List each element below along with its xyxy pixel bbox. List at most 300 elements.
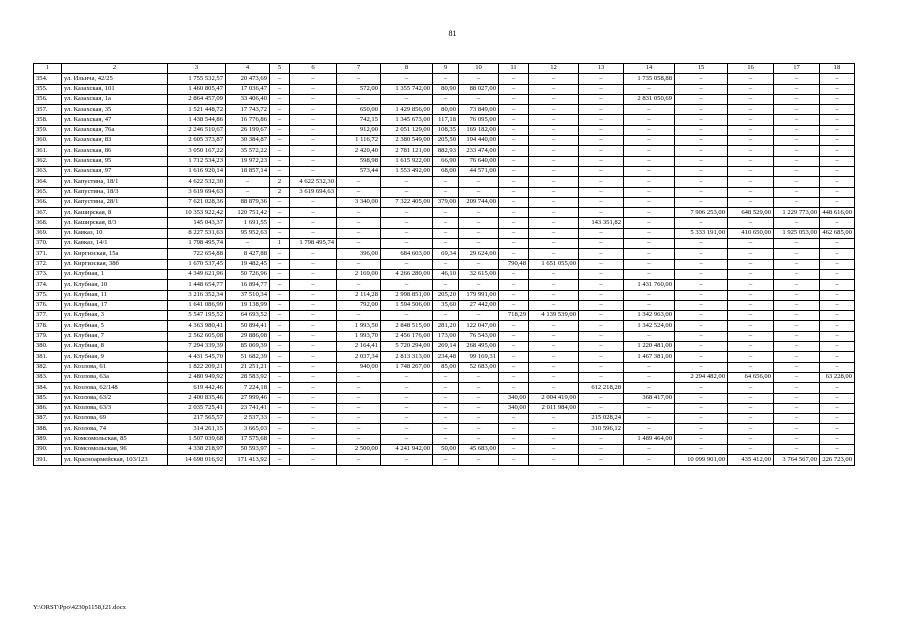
col-12-cell: –: [529, 434, 579, 444]
table-row: [34, 74, 855, 84]
total-cell: 1 460 805,47: [168, 84, 226, 94]
col-13-cell: –: [579, 228, 624, 238]
total-cell: 3 216 352,34: [168, 290, 226, 300]
col-8-cell: 1 553 492,00: [381, 166, 433, 176]
col-14-cell: –: [624, 290, 675, 300]
col-6-cell: –: [290, 259, 337, 269]
col-8-cell: 684 603,00: [381, 249, 433, 259]
col-17-cell: –: [774, 259, 820, 269]
col-8-cell: 7 322 405,00: [381, 197, 433, 207]
row-number-cell: 375.: [34, 290, 62, 300]
col-10-cell: –: [459, 177, 499, 187]
col-8-cell: –: [381, 383, 433, 393]
col-13-cell: –: [579, 372, 624, 382]
col-15-cell: –: [675, 136, 728, 146]
col-15-cell: 5 333 191,00: [675, 228, 728, 238]
col-4-cell: 88 879,36: [226, 197, 270, 207]
col-11-cell: –: [499, 84, 529, 94]
col-12-cell: –: [529, 125, 579, 135]
col-5-cell: –: [270, 280, 290, 290]
col-6-cell: –: [290, 331, 337, 341]
table-row: [34, 342, 855, 352]
col-13-cell: –: [579, 321, 624, 331]
col-11-cell: –: [499, 218, 529, 228]
table-row: [34, 166, 855, 176]
col-14-cell: –: [624, 218, 675, 228]
address-cell: ул. Казахская, 35: [62, 105, 168, 115]
col-9-cell: –: [433, 94, 459, 104]
col-11-cell: –: [499, 177, 529, 187]
col-17-cell: –: [774, 197, 820, 207]
col-6-cell: 4 622 532,30: [290, 177, 337, 187]
table-row: [34, 311, 855, 321]
col-14-cell: 2 831 050,69: [624, 94, 675, 104]
col-13-cell: –: [579, 455, 624, 465]
col-16-cell: –: [728, 434, 774, 444]
col-17-cell: –: [774, 290, 820, 300]
row-number-cell: 387.: [34, 414, 62, 424]
col-5-cell: –: [270, 115, 290, 125]
page-number: 81: [448, 29, 457, 38]
table-row: [34, 280, 855, 290]
col-6-cell: –: [290, 403, 337, 413]
col-9-cell: 882,93: [433, 146, 459, 156]
column-number-cell: 2: [62, 64, 168, 74]
col-10-cell: 29 624,00: [459, 249, 499, 259]
total-cell: 10 353 922,42: [168, 208, 226, 218]
col-11-cell: –: [499, 300, 529, 310]
col-5-cell: –: [270, 434, 290, 444]
col-11-cell: 340,00: [499, 393, 529, 403]
col-8-cell: 2 781 121,00: [381, 146, 433, 156]
col-18-cell: –: [820, 414, 855, 424]
col-9-cell: 234,48: [433, 352, 459, 362]
address-cell: ул. Кавказ, 14/1: [62, 239, 168, 249]
col-17-cell: –: [774, 383, 820, 393]
col-17-cell: –: [774, 424, 820, 434]
total-cell: 2 035 725,41: [168, 403, 226, 413]
col-15-cell: –: [675, 259, 728, 269]
col-14-cell: –: [624, 84, 675, 94]
col-16-cell: –: [728, 115, 774, 125]
col-13-cell: –: [579, 444, 624, 454]
col-15-cell: –: [675, 74, 728, 84]
col-10-cell: –: [459, 414, 499, 424]
col-17-cell: –: [774, 84, 820, 94]
col-11-cell: –: [499, 342, 529, 352]
col-7-cell: 2 164,41: [337, 342, 381, 352]
col-13-cell: –: [579, 249, 624, 259]
col-12-cell: 2 011 984,00: [529, 403, 579, 413]
col-11-cell: –: [499, 208, 529, 218]
col-5-cell: 1: [270, 239, 290, 249]
col-12-cell: –: [529, 414, 579, 424]
col-12-cell: –: [529, 74, 579, 84]
row-number-cell: 367.: [34, 208, 62, 218]
col-14-cell: –: [624, 228, 675, 238]
col-14-cell: –: [624, 259, 675, 269]
col-14-cell: –: [624, 414, 675, 424]
col-15-cell: –: [675, 156, 728, 166]
total-cell: 2 562 605,08: [168, 331, 226, 341]
col-4-cell: 37 510,34: [226, 290, 270, 300]
col-4-cell: 120 751,42: [226, 208, 270, 218]
col-13-cell: –: [579, 352, 624, 362]
address-cell: ул. Ильича, 42/25: [62, 74, 168, 84]
col-17-cell: –: [774, 434, 820, 444]
col-15-cell: –: [675, 352, 728, 362]
col-11-cell: –: [499, 280, 529, 290]
column-number-cell: 5: [270, 64, 290, 74]
col-13-cell: –: [579, 74, 624, 84]
address-cell: ул. Каширская, 8/3: [62, 218, 168, 228]
total-cell: 217 565,57: [168, 414, 226, 424]
col-13-cell: –: [579, 259, 624, 269]
col-12-cell: –: [529, 300, 579, 310]
col-9-cell: –: [433, 414, 459, 424]
col-10-cell: –: [459, 372, 499, 382]
col-10-cell: –: [459, 424, 499, 434]
table-row: [34, 197, 855, 207]
address-cell: ул. Козлова, 63а: [62, 372, 168, 382]
col-10-cell: 268 495,00: [459, 342, 499, 352]
col-8-cell: –: [381, 259, 433, 269]
col-14-cell: –: [624, 197, 675, 207]
col-10-cell: –: [459, 403, 499, 413]
col-8-cell: 2 051 129,00: [381, 125, 433, 135]
col-8-cell: 1 355 742,00: [381, 84, 433, 94]
col-13-cell: 143 351,82: [579, 218, 624, 228]
row-number-cell: 388.: [34, 424, 62, 434]
address-cell: ул. Казахская, 97: [62, 166, 168, 176]
col-7-cell: –: [337, 414, 381, 424]
col-17-cell: –: [774, 444, 820, 454]
col-16-cell: –: [728, 424, 774, 434]
total-cell: 7 294 339,39: [168, 342, 226, 352]
table-row: [34, 177, 855, 187]
col-12-cell: –: [529, 218, 579, 228]
column-number-cell: 8: [381, 64, 433, 74]
col-13-cell: –: [579, 177, 624, 187]
col-15-cell: –: [675, 146, 728, 156]
col-15-cell: 7 906 253,00: [675, 208, 728, 218]
table-row: [34, 362, 855, 372]
col-11-cell: –: [499, 228, 529, 238]
col-6-cell: –: [290, 136, 337, 146]
col-11-cell: –: [499, 424, 529, 434]
col-17-cell: –: [774, 218, 820, 228]
col-7-cell: 742,15: [337, 115, 381, 125]
col-6-cell: –: [290, 197, 337, 207]
col-9-cell: –: [433, 187, 459, 197]
col-11-cell: –: [499, 352, 529, 362]
col-12-cell: –: [529, 280, 579, 290]
col-12-cell: –: [529, 239, 579, 249]
col-11-cell: –: [499, 414, 529, 424]
col-13-cell: –: [579, 197, 624, 207]
col-13-cell: –: [579, 115, 624, 125]
col-5-cell: –: [270, 156, 290, 166]
col-13-cell: 310 596,12: [579, 424, 624, 434]
col-17-cell: –: [774, 300, 820, 310]
col-9-cell: –: [433, 434, 459, 444]
col-4-cell: 30 384,87: [226, 136, 270, 146]
col-5-cell: –: [270, 403, 290, 413]
col-9-cell: 50,00: [433, 444, 459, 454]
col-11-cell: 340,00: [499, 403, 529, 413]
col-10-cell: 44 571,00: [459, 166, 499, 176]
col-7-cell: –: [337, 239, 381, 249]
col-13-cell: –: [579, 403, 624, 413]
col-17-cell: –: [774, 393, 820, 403]
col-9-cell: –: [433, 259, 459, 269]
col-18-cell: –: [820, 321, 855, 331]
col-14-cell: 1 489 464,00: [624, 434, 675, 444]
row-number-cell: 378.: [34, 321, 62, 331]
col-16-cell: –: [728, 249, 774, 259]
table-row: [34, 393, 855, 403]
row-number-cell: 369.: [34, 228, 62, 238]
col-12-cell: –: [529, 156, 579, 166]
col-18-cell: –: [820, 434, 855, 444]
col-5-cell: –: [270, 84, 290, 94]
col-14-cell: –: [624, 156, 675, 166]
address-cell: ул. Клубная, 8: [62, 342, 168, 352]
col-4-cell: –: [226, 239, 270, 249]
col-5-cell: –: [270, 331, 290, 341]
col-15-cell: –: [675, 331, 728, 341]
col-11-cell: –: [499, 94, 529, 104]
col-13-cell: –: [579, 239, 624, 249]
col-6-cell: –: [290, 455, 337, 465]
col-18-cell: –: [820, 259, 855, 269]
col-8-cell: 4 241 942,00: [381, 444, 433, 454]
col-10-cell: 76 640,00: [459, 156, 499, 166]
col-12-cell: –: [529, 84, 579, 94]
col-7-cell: 573,44: [337, 166, 381, 176]
column-number-cell: 1: [34, 64, 62, 74]
col-6-cell: –: [290, 84, 337, 94]
table-row: [34, 146, 855, 156]
row-number-cell: 390.: [34, 444, 62, 454]
col-13-cell: –: [579, 331, 624, 341]
col-5-cell: –: [270, 105, 290, 115]
col-9-cell: –: [433, 393, 459, 403]
col-17-cell: –: [774, 177, 820, 187]
col-7-cell: –: [337, 74, 381, 84]
table-row: [34, 105, 855, 115]
col-7-cell: 3 340,00: [337, 197, 381, 207]
col-5-cell: –: [270, 342, 290, 352]
col-18-cell: –: [820, 218, 855, 228]
address-cell: ул. Клубная, 7: [62, 331, 168, 341]
col-17-cell: –: [774, 403, 820, 413]
file-path-footer: Y:\ORST\Ppo\4230p1158,f21.docx: [33, 604, 126, 611]
col-6-cell: –: [290, 94, 337, 104]
col-16-cell: –: [728, 342, 774, 352]
total-cell: 1 822 209,21: [168, 362, 226, 372]
table-row: [34, 444, 855, 454]
column-number-cell: 13: [579, 64, 624, 74]
row-number-cell: 381.: [34, 352, 62, 362]
col-11-cell: –: [499, 434, 529, 444]
col-16-cell: –: [728, 321, 774, 331]
col-8-cell: 2 813 313,00: [381, 352, 433, 362]
column-number-cell: 6: [290, 64, 337, 74]
col-5-cell: –: [270, 136, 290, 146]
col-11-cell: –: [499, 290, 529, 300]
col-5-cell: 2: [270, 177, 290, 187]
col-6-cell: –: [290, 249, 337, 259]
col-17-cell: –: [774, 352, 820, 362]
col-5-cell: –: [270, 166, 290, 176]
col-6-cell: –: [290, 383, 337, 393]
col-16-cell: –: [728, 393, 774, 403]
col-17-cell: –: [774, 105, 820, 115]
col-4-cell: 28 583,92: [226, 372, 270, 382]
col-13-cell: –: [579, 434, 624, 444]
address-cell: ул. Кавказ, 10: [62, 228, 168, 238]
col-18-cell: –: [820, 383, 855, 393]
col-12-cell: 2 004 419,00: [529, 393, 579, 403]
address-cell: ул. Клубная, 11: [62, 290, 168, 300]
col-16-cell: –: [728, 280, 774, 290]
row-number-cell: 376.: [34, 300, 62, 310]
address-cell: ул. Козлова, 63/2: [62, 393, 168, 403]
col-14-cell: –: [624, 146, 675, 156]
row-number-cell: 355.: [34, 84, 62, 94]
col-8-cell: 1 345 673,00: [381, 115, 433, 125]
table-row: [34, 208, 855, 218]
col-5-cell: –: [270, 393, 290, 403]
row-number-cell: 372.: [34, 259, 62, 269]
col-7-cell: 2 037,34: [337, 352, 381, 362]
col-4-cell: 50 726,96: [226, 269, 270, 279]
row-number-cell: 359.: [34, 125, 62, 135]
col-7-cell: –: [337, 228, 381, 238]
col-5-cell: –: [270, 74, 290, 84]
col-12-cell: –: [529, 444, 579, 454]
col-18-cell: –: [820, 239, 855, 249]
col-17-cell: –: [774, 125, 820, 135]
col-14-cell: –: [624, 403, 675, 413]
col-14-cell: –: [624, 362, 675, 372]
col-12-cell: –: [529, 290, 579, 300]
col-12-cell: –: [529, 249, 579, 259]
col-11-cell: –: [499, 269, 529, 279]
col-5-cell: –: [270, 352, 290, 362]
col-15-cell: –: [675, 269, 728, 279]
col-11-cell: –: [499, 187, 529, 197]
col-15-cell: –: [675, 414, 728, 424]
col-7-cell: –: [337, 208, 381, 218]
col-4-cell: 3 665,03: [226, 424, 270, 434]
col-17-cell: –: [774, 146, 820, 156]
col-8-cell: 5 720 294,00: [381, 342, 433, 352]
col-11-cell: –: [499, 362, 529, 372]
col-7-cell: 396,00: [337, 249, 381, 259]
total-cell: 1 448 654,77: [168, 280, 226, 290]
col-7-cell: 1 993,70: [337, 331, 381, 341]
col-11-cell: –: [499, 197, 529, 207]
address-cell: ул. Клубная, 3: [62, 311, 168, 321]
table-body: [34, 64, 855, 466]
row-number-cell: 370.: [34, 239, 62, 249]
col-12-cell: –: [529, 383, 579, 393]
address-cell: ул. Клубная, 17: [62, 300, 168, 310]
col-7-cell: –: [337, 187, 381, 197]
col-13-cell: –: [579, 300, 624, 310]
col-5-cell: –: [270, 424, 290, 434]
col-14-cell: –: [624, 166, 675, 176]
col-5-cell: –: [270, 228, 290, 238]
table-row: [34, 290, 855, 300]
col-10-cell: 45 683,00: [459, 444, 499, 454]
col-9-cell: 205,20: [433, 290, 459, 300]
total-cell: 4 622 532,30: [168, 177, 226, 187]
col-9-cell: 205,50: [433, 136, 459, 146]
col-12-cell: –: [529, 372, 579, 382]
col-14-cell: –: [624, 249, 675, 259]
col-8-cell: 2 848 515,00: [381, 321, 433, 331]
col-8-cell: –: [381, 74, 433, 84]
col-14-cell: –: [624, 115, 675, 125]
col-17-cell: –: [774, 331, 820, 341]
total-cell: 314 261,15: [168, 424, 226, 434]
col-17-cell: –: [774, 136, 820, 146]
col-17-cell: –: [774, 280, 820, 290]
col-7-cell: –: [337, 218, 381, 228]
col-17-cell: –: [774, 115, 820, 125]
col-12-cell: –: [529, 321, 579, 331]
column-number-cell: 9: [433, 64, 459, 74]
table-row: [34, 239, 855, 249]
col-15-cell: –: [675, 434, 728, 444]
col-18-cell: –: [820, 166, 855, 176]
col-5-cell: 2: [270, 187, 290, 197]
table-row: [34, 383, 855, 393]
col-10-cell: 76 543,00: [459, 331, 499, 341]
total-cell: 8 227 531,63: [168, 228, 226, 238]
address-cell: ул. Клубная, 5: [62, 321, 168, 331]
address-cell: ул. Казахская, 83: [62, 136, 168, 146]
col-4-cell: 95 952,63: [226, 228, 270, 238]
col-16-cell: 64 656,00: [728, 372, 774, 382]
col-5-cell: –: [270, 94, 290, 104]
col-4-cell: 7 224,18: [226, 383, 270, 393]
total-cell: 3 619 694,63: [168, 187, 226, 197]
row-number-cell: 364.: [34, 177, 62, 187]
address-cell: ул. Каширская, 8: [62, 208, 168, 218]
col-6-cell: –: [290, 372, 337, 382]
col-9-cell: –: [433, 74, 459, 84]
col-18-cell: –: [820, 311, 855, 321]
column-number-cell: 3: [168, 64, 226, 74]
total-cell: 4 349 621,96: [168, 269, 226, 279]
col-18-cell: –: [820, 94, 855, 104]
col-13-cell: –: [579, 125, 624, 135]
col-6-cell: –: [290, 321, 337, 331]
column-number-cell: 18: [820, 64, 855, 74]
col-13-cell: –: [579, 342, 624, 352]
col-16-cell: –: [728, 259, 774, 269]
col-8-cell: –: [381, 403, 433, 413]
col-14-cell: 1 431 760,00: [624, 280, 675, 290]
col-12-cell: –: [529, 228, 579, 238]
col-4-cell: 19 972,23: [226, 156, 270, 166]
col-7-cell: 912,00: [337, 125, 381, 135]
col-5-cell: –: [270, 321, 290, 331]
